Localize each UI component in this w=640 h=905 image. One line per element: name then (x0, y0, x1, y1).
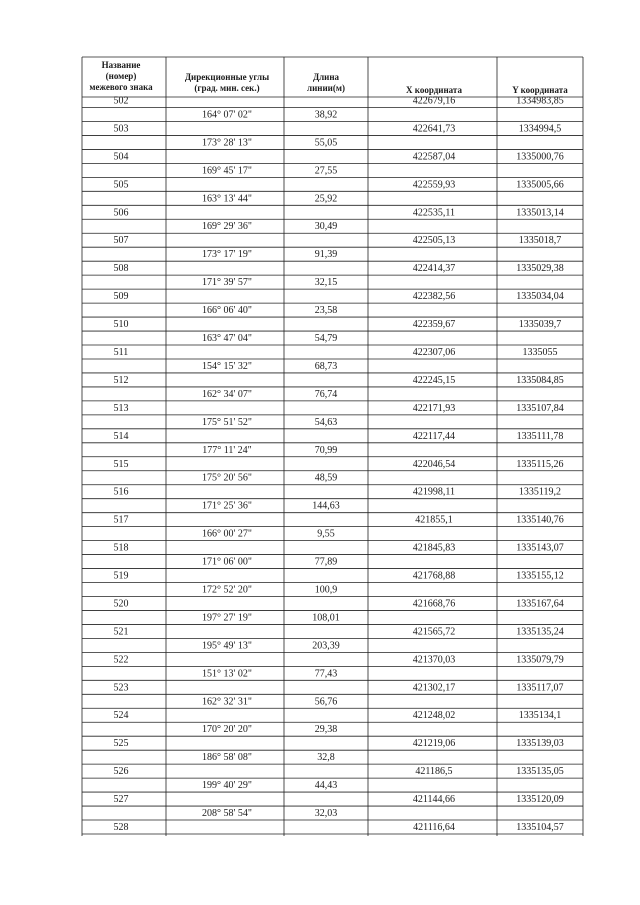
directional-angle: 164° 07' 02" (202, 109, 252, 121)
directional-angle: 208° 58' 54" (202, 808, 252, 820)
header-name-line2: (номер) (105, 71, 137, 81)
line-length: 48,59 (314, 472, 338, 484)
point-name: 509 (113, 291, 129, 303)
point-name: 520 (113, 598, 129, 610)
point-name: 522 (113, 654, 129, 666)
header-x-coordinate: X координата (406, 85, 462, 95)
line-length: 32,03 (314, 808, 338, 820)
point-name: 504 (113, 151, 129, 163)
x-coordinate: 421998,11 (412, 486, 456, 498)
line-length: 25,92 (314, 193, 338, 205)
line-length: 54,63 (314, 416, 338, 428)
point-name: 512 (113, 374, 129, 386)
line-length: 91,39 (314, 249, 338, 261)
x-coordinate: 421186,5 (415, 766, 453, 778)
directional-angle: 199° 40' 29" (202, 780, 252, 792)
header-angle-line1: Дирекционные углы (184, 72, 270, 82)
point-name: 505 (113, 179, 129, 191)
directional-angle: 163° 47' 04" (202, 333, 252, 345)
x-coordinate: 422307,06 (412, 346, 456, 358)
directional-angle: 172° 52' 20" (202, 584, 252, 596)
y-coordinate: 1335135,24 (516, 626, 564, 638)
header-y-coordinate: Y координата (512, 85, 568, 95)
directional-angle: 173° 28' 13" (202, 137, 252, 149)
y-coordinate: 1335111,78 (516, 430, 564, 442)
y-coordinate: 1335084,85 (516, 374, 564, 386)
x-coordinate: 421855,1 (415, 514, 453, 526)
directional-angle: 169° 45' 17" (202, 165, 252, 177)
header-angle-line2: (град. мин. сек.) (194, 83, 260, 93)
point-name: 525 (113, 738, 129, 750)
point-name: 507 (113, 235, 129, 247)
directional-angle: 162° 34' 07" (202, 388, 252, 400)
point-name: 518 (113, 542, 129, 554)
x-coordinate: 422679,16 (412, 95, 456, 107)
x-coordinate: 422171,93 (412, 402, 456, 414)
directional-angle: 169° 29' 36" (202, 221, 252, 233)
x-coordinate: 422046,54 (412, 458, 456, 470)
directional-angle: 177° 11' 24" (202, 444, 252, 456)
y-coordinate: 1335034,04 (516, 291, 564, 303)
point-name: 506 (113, 207, 129, 219)
x-coordinate: 421248,02 (412, 710, 456, 722)
x-coordinate: 422414,37 (412, 263, 456, 275)
header-length-line1: Длина (312, 72, 340, 82)
y-coordinate: 1335139,03 (516, 738, 564, 750)
x-coordinate: 422245,15 (412, 374, 456, 386)
directional-angle: 151° 13' 02" (202, 668, 252, 680)
directional-angle: 195° 49' 13" (202, 640, 252, 652)
line-length: 76,74 (314, 388, 338, 400)
x-coordinate: 422505,13 (412, 235, 456, 247)
header-name-line1: Название (101, 60, 141, 70)
directional-angle: 175° 20' 56" (202, 472, 252, 484)
x-coordinate: 421845,83 (412, 542, 456, 554)
point-name: 508 (113, 263, 129, 275)
directional-angle: 170° 20' 20" (202, 724, 252, 736)
y-coordinate: 1335104,57 (516, 822, 564, 833)
table-header (89, 60, 568, 95)
y-coordinate: 1335013,14 (516, 207, 564, 219)
y-coordinate: 1335135,05 (516, 766, 564, 778)
header-length-line2: линии(м) (307, 83, 345, 93)
x-coordinate: 422559,93 (412, 179, 456, 191)
line-length: 100,9 (314, 584, 338, 596)
line-length: 55,05 (314, 137, 338, 149)
x-coordinate: 422641,73 (412, 123, 456, 135)
y-coordinate: 1335155,12 (516, 570, 564, 582)
line-length: 32,15 (314, 277, 338, 289)
y-coordinate: 1335120,09 (516, 794, 564, 806)
directional-angle: 175° 51' 52" (202, 416, 252, 428)
x-coordinate: 421144,66 (412, 794, 456, 806)
y-coordinate: 1335107,84 (516, 402, 564, 414)
y-coordinate: 1335005,66 (516, 179, 564, 191)
y-coordinate: 1335119,2 (518, 486, 562, 498)
point-name: 513 (113, 402, 129, 414)
x-coordinate: 422117,44 (412, 430, 456, 442)
directional-angle: 163° 13' 44" (202, 193, 252, 205)
point-name: 524 (113, 710, 129, 722)
directional-angle: 173° 17' 19" (202, 249, 252, 261)
y-coordinate: 1335079,79 (516, 654, 564, 666)
line-length: 144,63 (312, 500, 340, 512)
line-length: 108,01 (312, 612, 340, 624)
x-coordinate: 421370,03 (412, 654, 456, 666)
directional-angle: 171° 25' 36" (202, 500, 252, 512)
point-name: 515 (113, 458, 129, 470)
y-coordinate: 1335115,26 (516, 458, 564, 470)
point-name: 521 (113, 626, 129, 638)
directional-angle: 186° 58' 08" (202, 752, 252, 764)
x-coordinate: 421302,17 (412, 682, 456, 694)
line-length: 23,58 (314, 305, 338, 317)
directional-angle: 171° 06' 00" (202, 556, 252, 568)
header-name-line3: межевого знака (89, 82, 153, 92)
line-length: 68,73 (314, 360, 338, 372)
line-length: 9,55 (317, 528, 335, 540)
line-length: 30,49 (314, 221, 338, 233)
line-length: 77,89 (314, 556, 338, 568)
y-coordinate: 1335117,07 (516, 682, 564, 694)
point-name: 503 (113, 123, 129, 135)
x-coordinate: 421116,64 (413, 822, 455, 833)
line-length: 44,43 (314, 780, 338, 792)
directional-angle: 154° 15' 32" (202, 360, 252, 372)
x-coordinate: 421219,06 (412, 738, 456, 750)
y-coordinate: 1335029,38 (516, 263, 564, 275)
point-name: 511 (113, 346, 129, 358)
y-coordinate: 1334983,85 (516, 95, 564, 107)
point-name: 502 (113, 95, 129, 107)
point-name: 523 (113, 682, 129, 694)
line-length: 203,39 (312, 640, 340, 652)
directional-angle: 166° 00' 27" (202, 528, 252, 540)
x-coordinate: 421768,88 (412, 570, 456, 582)
x-coordinate: 422359,67 (412, 319, 456, 331)
y-coordinate: 1335039,7 (518, 319, 562, 331)
y-coordinate: 1335000,76 (516, 151, 564, 163)
y-coordinate: 1335167,64 (516, 598, 564, 610)
point-name: 517 (113, 514, 129, 526)
y-coordinate: 1335018,7 (518, 235, 562, 247)
x-coordinate: 421565,72 (412, 626, 456, 638)
line-length: 56,76 (314, 696, 338, 708)
x-coordinate: 422587,04 (412, 151, 456, 163)
directional-angle: 197° 27' 19" (202, 612, 252, 624)
directional-angle: 171° 39' 57" (202, 277, 252, 289)
x-coordinate: 421668,76 (412, 598, 456, 610)
point-name: 519 (113, 570, 129, 582)
line-length: 54,79 (314, 333, 338, 345)
point-name: 528 (113, 822, 129, 833)
directional-angle: 162° 32' 31" (202, 696, 252, 708)
y-coordinate: 1335055 (522, 346, 558, 358)
point-name: 514 (113, 430, 129, 442)
y-coordinate: 1335143,07 (516, 542, 564, 554)
x-coordinate: 422535,11 (412, 207, 456, 219)
line-length: 77,43 (314, 668, 338, 680)
point-name: 516 (113, 486, 129, 498)
point-name: 510 (113, 319, 129, 331)
line-length: 32,8 (317, 752, 335, 764)
line-length: 29,38 (314, 724, 338, 736)
point-name: 527 (113, 794, 129, 806)
y-coordinate: 1335140,76 (516, 514, 564, 526)
line-length: 38,92 (314, 109, 338, 121)
line-length: 27,55 (314, 165, 338, 177)
y-coordinate: 1335134,1 (518, 710, 562, 722)
point-name: 526 (113, 766, 129, 778)
directional-angle: 166° 06' 40" (202, 305, 252, 317)
x-coordinate: 422382,56 (412, 291, 456, 303)
y-coordinate: 1334994,5 (518, 123, 562, 135)
line-length: 70,99 (314, 444, 338, 456)
